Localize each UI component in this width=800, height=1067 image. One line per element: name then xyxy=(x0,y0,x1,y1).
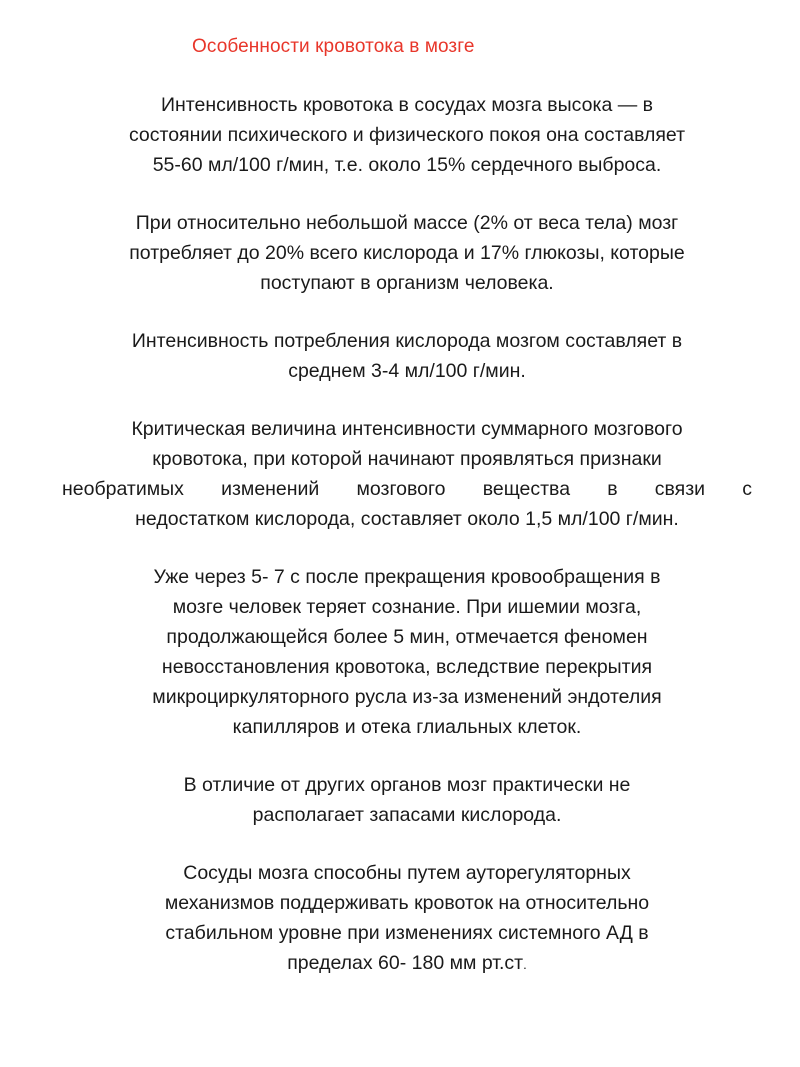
text-line: необратимых изменений мозгового вещества в связи с xyxy=(62,478,752,500)
text-fragment: пределах 60- 180 мм рт.ст xyxy=(287,952,524,974)
text-line: состоянии психического и физического покоя она составляет xyxy=(128,124,686,146)
text-line: капилляров и отека глиальных клеток. xyxy=(232,716,582,738)
text-line: Уже через 5- 7 с после прекращения кровообращения в xyxy=(153,566,661,588)
text-line: поступают в организм человека. xyxy=(260,272,554,294)
paragraph-critical-blood-flow xyxy=(62,414,752,534)
paragraph-oxygen-reserves xyxy=(62,770,752,830)
text-line: Сосуды мозга способны путем ауторегуляторных xyxy=(183,862,631,884)
paragraph-oxygen-consumption-rate xyxy=(62,326,752,386)
text-line: среднем 3-4 мл/100 г/мин. xyxy=(288,360,526,382)
text-line: кровотока, при которой начинают проявляться признаки xyxy=(152,448,662,470)
text-line: При относительно небольшой массе (2% от веса тела) мозг xyxy=(135,212,679,234)
text-line: Интенсивность кровотока в сосудах мозга высока — в xyxy=(161,94,653,116)
text-line: продолжающейся более 5 мин, отмечается феномен xyxy=(166,626,648,648)
text-line: механизмов поддерживать кровоток на относительно xyxy=(164,892,650,914)
paragraph-blood-flow-intensity xyxy=(62,90,752,180)
paragraph-ischemia xyxy=(62,562,752,742)
text-line: недостатком кислорода, составляет около 1,5 мл/100 г/мин. xyxy=(135,508,679,530)
text-line: микроциркуляторного русла из-за изменений эндотелия xyxy=(152,686,662,708)
page-title: Особенности кровотока в мозге xyxy=(192,36,475,57)
text-line: потребляет до 20% всего кислорода и 17% глюкозы, которые xyxy=(129,242,685,264)
text-line: мозге человек теряет сознание. При ишемии мозга, xyxy=(172,596,642,618)
text-line: 55-60 мл/100 г/мин, т.е. около 15% сердечного выброса. xyxy=(152,154,662,176)
slide-body xyxy=(62,90,752,1008)
paragraph-oxygen-glucose-consumption xyxy=(62,208,752,298)
text-line: Критическая величина интенсивности суммарного мозгового xyxy=(131,418,683,440)
text-line: В отличие от других органов мозг практически не xyxy=(183,774,631,796)
text-line: Интенсивность потребления кислорода мозгом составляет в xyxy=(131,330,683,352)
text-line-last xyxy=(62,948,752,980)
paragraph-autoregulation xyxy=(62,858,752,980)
text-line: стабильном уровне при изменениях системного АД в xyxy=(165,922,649,944)
text-line: невосстановления кровотока, вследствие перекрытия xyxy=(161,656,653,678)
text-fragment-period: . xyxy=(523,957,527,972)
text-line: располагает запасами кислорода. xyxy=(252,804,562,826)
